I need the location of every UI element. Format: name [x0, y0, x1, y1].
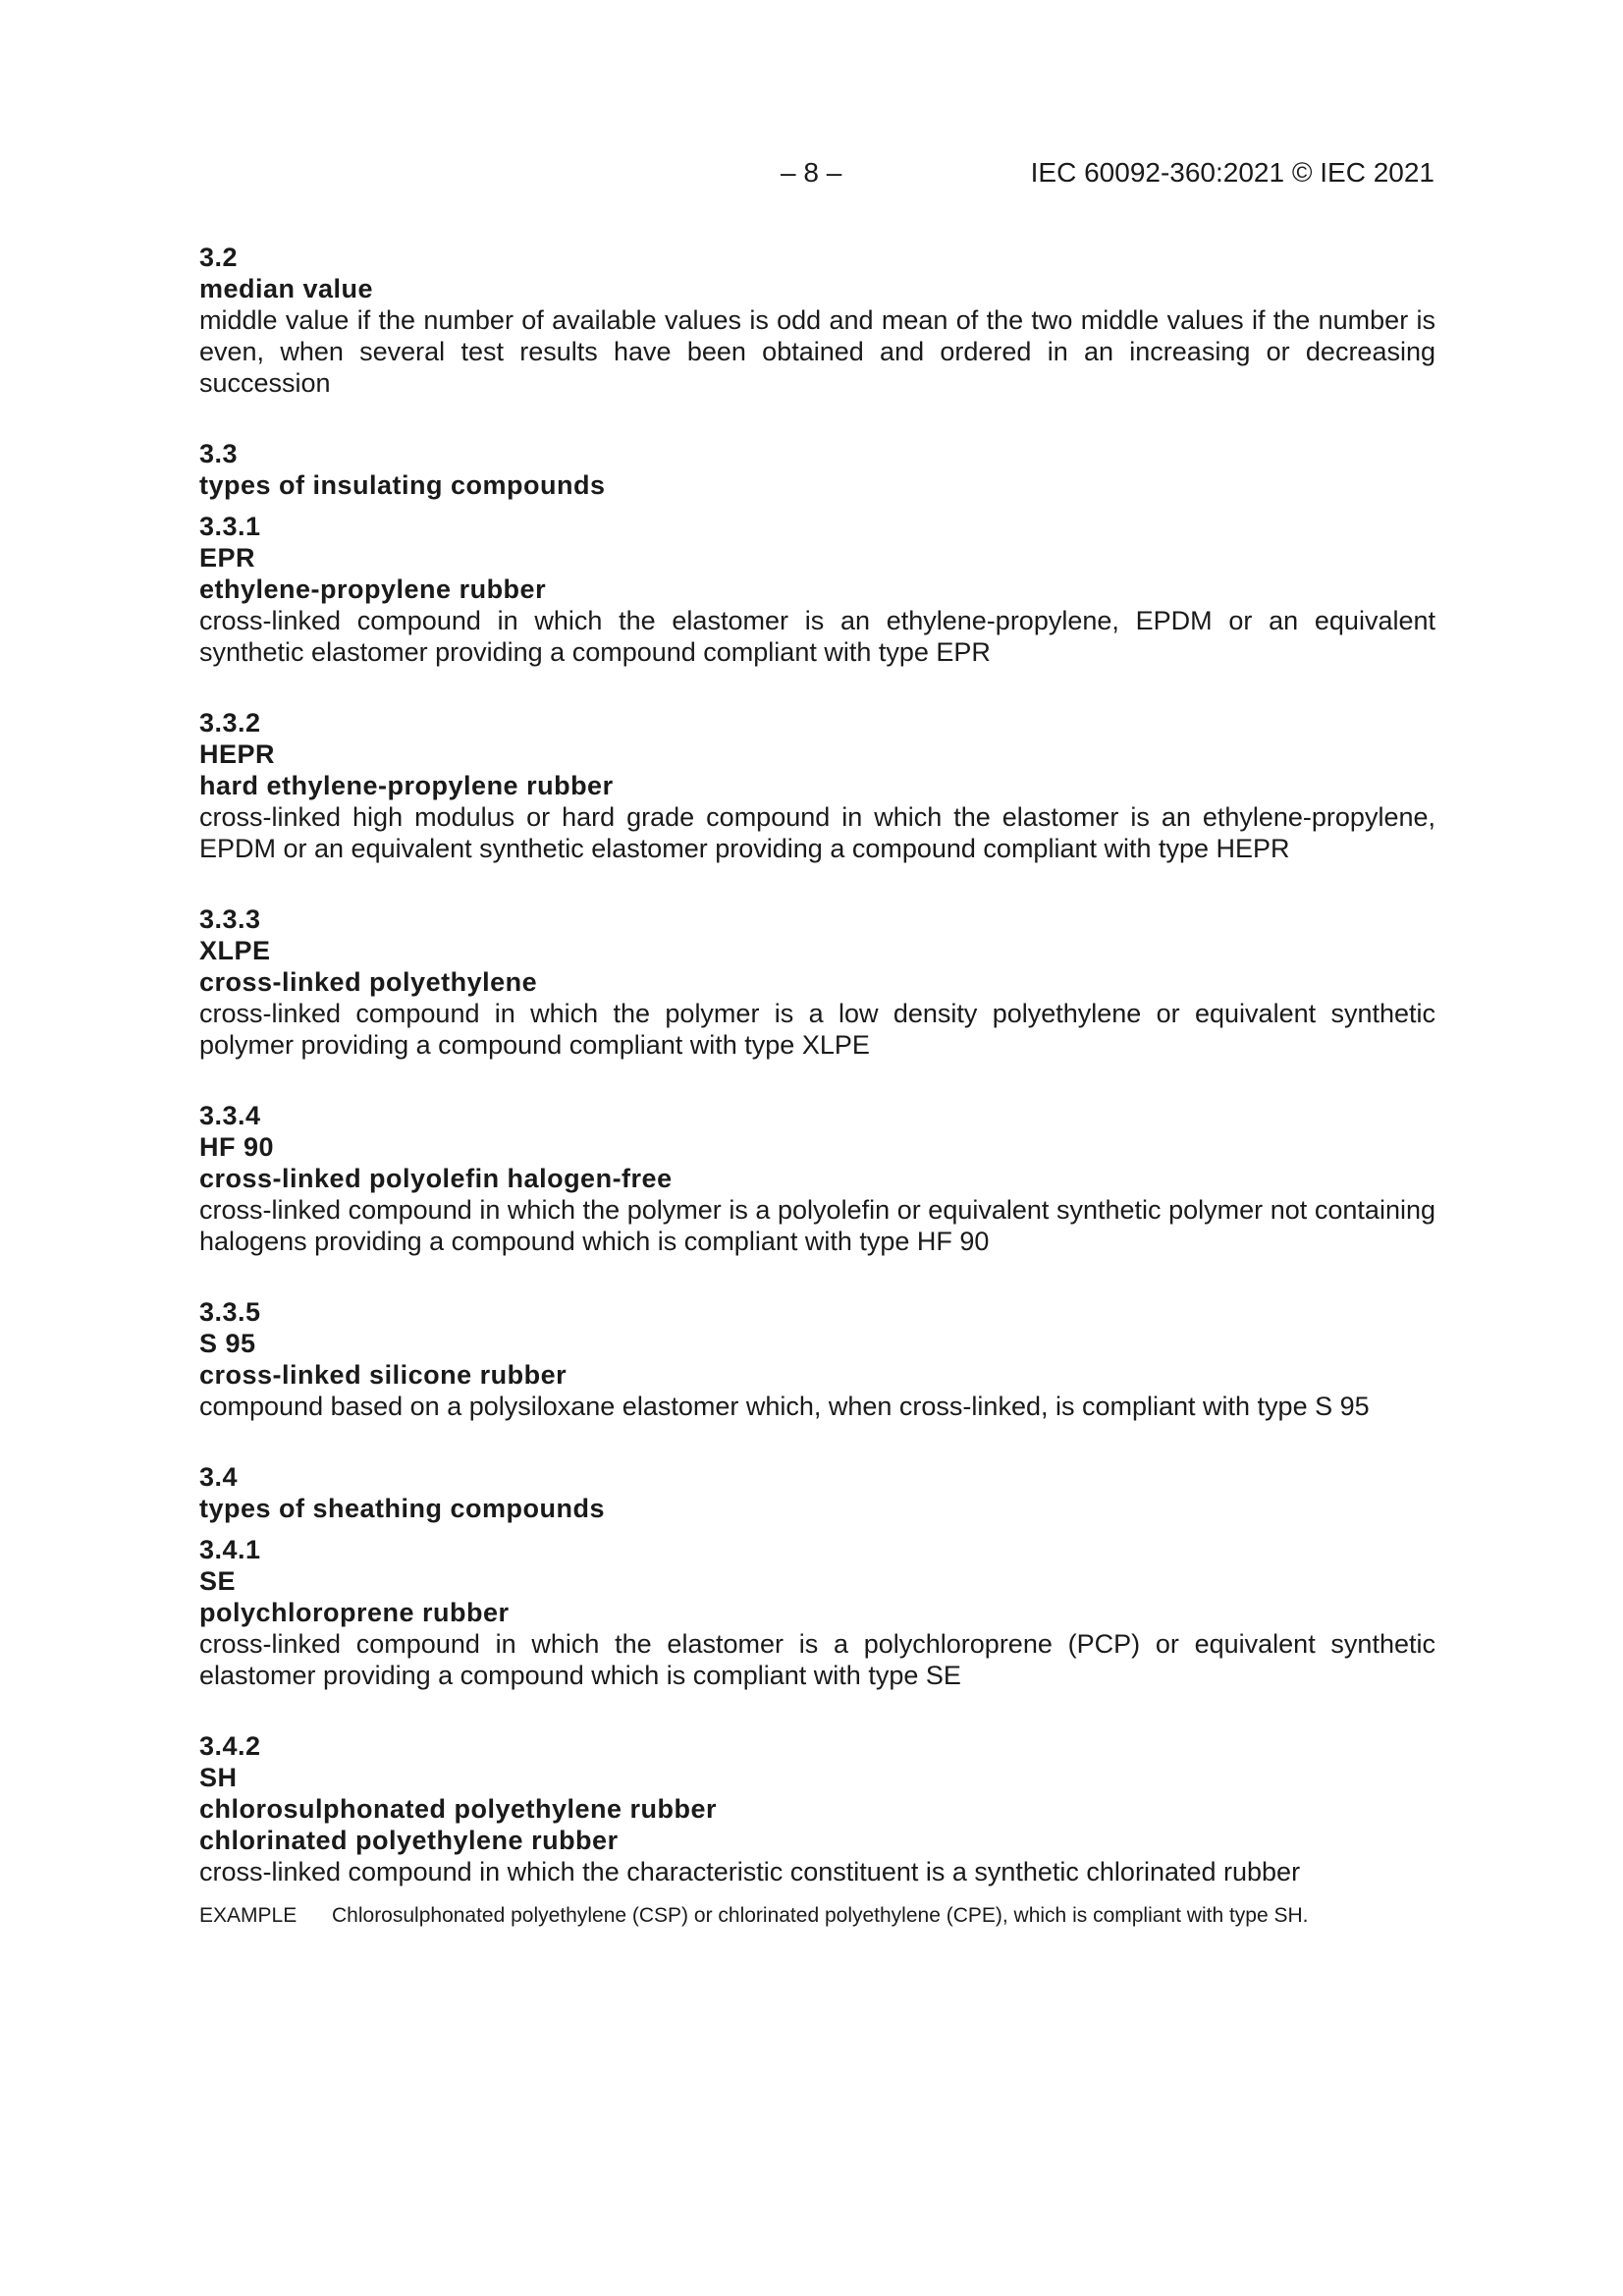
clause-3-3-4 — [199, 1100, 1435, 1257]
document-body — [199, 242, 1435, 1928]
clause-3-3 — [199, 438, 1435, 501]
clause-abbreviation: SE — [199, 1566, 237, 1596]
clause-number: 3.4.2 — [199, 1731, 261, 1761]
clause-term: cross-linked polyolefin halogen-free — [199, 1164, 673, 1193]
clause-3-3-2 — [199, 707, 1435, 864]
clause-definition: cross-linked compound in which the polymer is a polyolefin or equivalent synthetic polymer not containing halogens providing a compound which is compliant with type HF 90 — [199, 1195, 1435, 1256]
clause-3-3-5 — [199, 1296, 1435, 1422]
page-header — [0, 157, 1623, 196]
clause-abbreviation: HF 90 — [199, 1132, 275, 1162]
clause-number: 3.3.5 — [199, 1297, 261, 1327]
clause-term: types of sheathing compounds — [199, 1494, 606, 1523]
clause-definition: compound based on a polysiloxane elastomer which, when cross-linked, is compliant with type S 95 — [199, 1392, 1370, 1421]
clause-definition: cross-linked high modulus or hard grade compound in which the elastomer is an ethylene-propylene, EPDM or an equivalent synthetic elastomer providing a compound compliant with type HEPR — [199, 802, 1435, 863]
clause-number: 3.2 — [199, 243, 239, 272]
clause-abbreviation: HEPR — [199, 739, 276, 769]
example-text: Chlorosulphonated polyethylene (CSP) or chlorinated polyethylene (CPE), which is compliant with type SH. — [332, 1904, 1309, 1927]
clause-number: 3.3.3 — [199, 904, 261, 934]
page-number: – 8 – — [781, 157, 842, 188]
clause-3-4 — [199, 1461, 1435, 1524]
clause-definition: cross-linked compound in which the polymer is a low density polyethylene or equivalent synthetic polymer providing a compound compliant with type XLPE — [199, 999, 1435, 1060]
clause-term: chlorosulphonated polyethylene rubber — [199, 1794, 718, 1824]
clause-definition: cross-linked compound in which the elastomer is a polychloroprene (PCP) or equivalent synthetic elastomer providing a compound which is compliant with type SE — [199, 1629, 1435, 1690]
document-reference: IEC 60092-360:2021 © IEC 2021 — [1030, 157, 1434, 188]
clause-term: median value — [199, 274, 374, 303]
clause-abbreviation: EPR — [199, 543, 256, 573]
example-note — [199, 1903, 1435, 1928]
clause-definition: middle value if the number of available values is odd and mean of the two middle values if the number is even, when several test results have been obtained and ordered in an increasing or decreasing succession — [199, 305, 1435, 398]
clause-term: cross-linked polyethylene — [199, 967, 538, 997]
clause-term: cross-linked silicone rubber — [199, 1360, 568, 1390]
clause-definition: cross-linked compound in which the elastomer is an ethylene-propylene, EPDM or an equivalent synthetic elastomer providing a compound compliant with type EPR — [199, 606, 1435, 667]
clause-term: types of insulating compounds — [199, 470, 606, 500]
clause-number: 3.3.4 — [199, 1101, 261, 1130]
clause-number: 3.4 — [199, 1462, 239, 1492]
clause-3-3-3 — [199, 903, 1435, 1061]
clause-abbreviation: XLPE — [199, 936, 271, 965]
clause-abbreviation: S 95 — [199, 1329, 256, 1358]
clause-term: ethylene-propylene rubber — [199, 574, 547, 604]
clause-number: 3.3.2 — [199, 708, 261, 738]
clause-3-2 — [199, 242, 1435, 399]
clause-term-alternative: chlorinated polyethylene rubber — [199, 1826, 619, 1855]
clause-abbreviation: SH — [199, 1763, 238, 1792]
clause-definition: cross-linked compound in which the characteristic constituent is a synthetic chlorinated rubber — [199, 1857, 1301, 1886]
clause-number: 3.4.1 — [199, 1535, 261, 1564]
clause-number: 3.3.1 — [199, 512, 261, 541]
clause-3-3-1 — [199, 511, 1435, 668]
clause-term: polychloroprene rubber — [199, 1598, 510, 1627]
clause-3-4-1 — [199, 1534, 1435, 1691]
example-label: EXAMPLE — [199, 1904, 298, 1927]
clause-3-4-2 — [199, 1730, 1435, 1887]
clause-term: hard ethylene-propylene rubber — [199, 771, 614, 800]
clause-number: 3.3 — [199, 439, 239, 468]
